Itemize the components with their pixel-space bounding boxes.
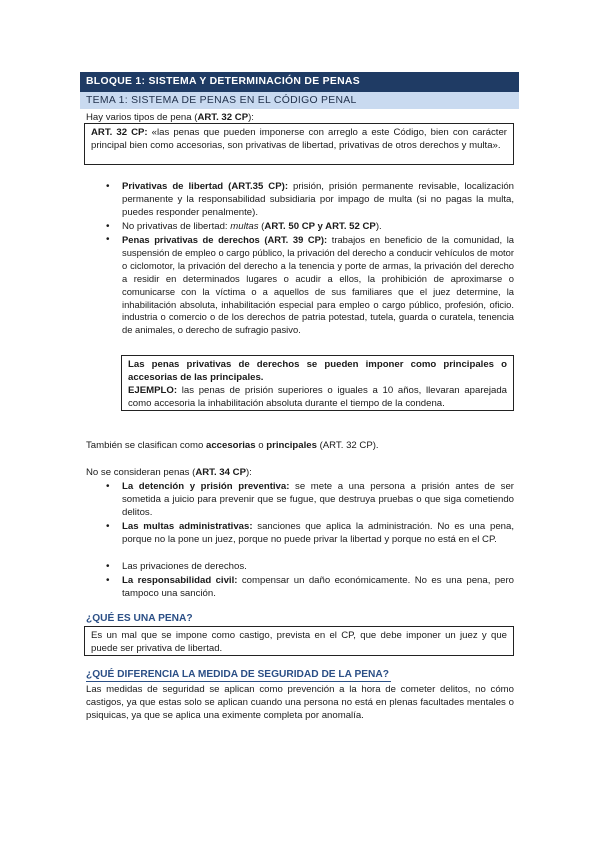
q1-answer: Es un mal que se impone como castigo, prevista en el CP, que debe imponer un juez y que puede ser privativa de libertad. bbox=[91, 630, 507, 654]
list-item bbox=[106, 574, 514, 600]
item-text: Las privaciones de derechos. bbox=[122, 561, 247, 572]
item-bold: La detención y prisión preventiva: bbox=[122, 481, 290, 492]
block-title: BLOQUE 1: SISTEMA Y DETERMINACIÓN DE PENAS bbox=[86, 76, 360, 87]
list-item bbox=[106, 520, 514, 560]
topic-title: TEMA 1: SISTEMA DE PENAS EN EL CÓDIGO PENAL bbox=[86, 95, 357, 106]
block-title-bar bbox=[80, 72, 519, 92]
intro-ref: ART. 32 CP bbox=[197, 112, 249, 123]
bullet-icon: • bbox=[106, 221, 110, 232]
art32-label: ART. 32 CP: bbox=[91, 127, 148, 138]
item-text: se mete a una persona a prisión antes de ser sometida a juicio para prevenir que se fugue, que destruya pruebas o que siga cometiendo delitos. bbox=[122, 481, 514, 518]
topic-title-bar bbox=[80, 92, 519, 110]
classify-text: o bbox=[255, 440, 267, 451]
list-item bbox=[106, 234, 514, 337]
bullet-icon: • bbox=[106, 234, 110, 245]
art32-text: «las penas que pueden imponerse con arreglo a este Código, bien con carácter principal bien como accesorias, son privativas de libertad, privativas de otros derechos y multa». bbox=[91, 127, 507, 151]
q2-underline bbox=[86, 681, 391, 682]
item-text: ). bbox=[375, 221, 382, 232]
bullet-icon: • bbox=[106, 521, 110, 532]
example-box bbox=[121, 355, 514, 411]
intro-text: Hay varios tipos de pena ( bbox=[86, 112, 198, 123]
example-text: las penas de prisión superiores o iguales a 10 años, llevaran aparejada como accesoria la inhabilitación absoluta durante el tiempo de la condena. bbox=[128, 385, 507, 409]
not-penalties-list bbox=[106, 480, 514, 600]
item-italic: multas bbox=[230, 221, 259, 232]
list-item bbox=[106, 220, 514, 234]
intro-ref: ART. 34 CP bbox=[195, 467, 246, 478]
example-label: EJEMPLO: bbox=[128, 385, 178, 396]
intro-text: No se consideran penas ( bbox=[86, 467, 196, 478]
intro-post: ): bbox=[248, 112, 254, 123]
not-penalties-intro bbox=[86, 466, 516, 479]
classify-text: (ART. 32 CP). bbox=[316, 440, 379, 451]
item-text: sanciones que aplica la administración. No es una pena, porque no la pone un juez, porque no puede privar la libertad y porque no está en el CP. bbox=[122, 521, 514, 545]
q2-heading: ¿QUÉ DIFERENCIA LA MEDIDA DE SEGURIDAD DE LA PENA? bbox=[86, 669, 389, 680]
bullet-icon: • bbox=[106, 561, 110, 572]
item-bold: ART. 50 CP y ART. 52 CP bbox=[264, 221, 376, 232]
item-bold: Privativas de libertad (ART.35 CP): bbox=[122, 181, 289, 192]
classify-bold: principales bbox=[266, 440, 317, 451]
classify-text: También se clasifican como bbox=[86, 440, 206, 451]
classify-bold: accesorias bbox=[205, 440, 256, 451]
q1-heading: ¿QUÉ ES UNA PENA? bbox=[86, 613, 193, 624]
item-text: compensar un daño económicamente. No es una pena, pero tampoco una sanción. bbox=[122, 575, 514, 599]
item-bold: La responsabilidad civil: bbox=[122, 575, 238, 586]
item-text: ( bbox=[258, 221, 265, 232]
q1-answer-box bbox=[84, 626, 514, 656]
bullet-icon: • bbox=[106, 181, 110, 192]
item-text: trabajos en beneficio de la comunidad, la suspensión de empleo o cargo público, la privación del derecho a conducir vehículos de motor o ciclomotor, la privación del derecho a la tenencia y porte de armas, la privación del derecho a residir en determinados lugares o acudir a ellos, la prohibición de aproximarse o comunicarse con la víctima o a aquellos de sus familiares que el juez determine, la inhabilitación absoluta, inhabilitación especial para empleo o cargo público, profesión, oficio. industria o comercio o de los derechos de patria potestad, tutela, guarda o curatela, tenencia de animales, o derecho de sufragio pasivo. bbox=[122, 234, 514, 336]
penalty-types-list bbox=[106, 180, 514, 337]
art32-box bbox=[84, 123, 514, 165]
intro-post: ): bbox=[245, 467, 252, 478]
item-bold: Las multas administrativas: bbox=[122, 521, 253, 532]
example-bold-line: Las penas privativas de derechos se pueden imponer como principales o accesorias de las principales. bbox=[128, 359, 507, 383]
classify-line bbox=[86, 439, 516, 452]
list-item bbox=[106, 480, 514, 520]
bullet-icon: • bbox=[106, 481, 110, 492]
item-text: prisión, prisión permanente revisable, localización permanente y la responsabilidad subsidiaria por impago de multa (si no pagas la multa, puedes responder penalmente). bbox=[122, 181, 514, 218]
item-bold: Penas privativas de derechos (ART. 39 CP): bbox=[122, 234, 328, 245]
q2-answer: Las medidas de seguridad se aplican como prevención a la hora de cometer delitos, no cómo castigos, ya que estas solo se aplican cuando una persona no está en plenas facultades mentales o psiquicas, ya que se aplica una eximente completa por anomalía. bbox=[86, 684, 514, 721]
bullet-icon: • bbox=[106, 575, 110, 586]
item-text: No privativas de libertad: bbox=[122, 221, 231, 232]
list-item bbox=[106, 180, 514, 220]
list-item bbox=[106, 560, 514, 574]
